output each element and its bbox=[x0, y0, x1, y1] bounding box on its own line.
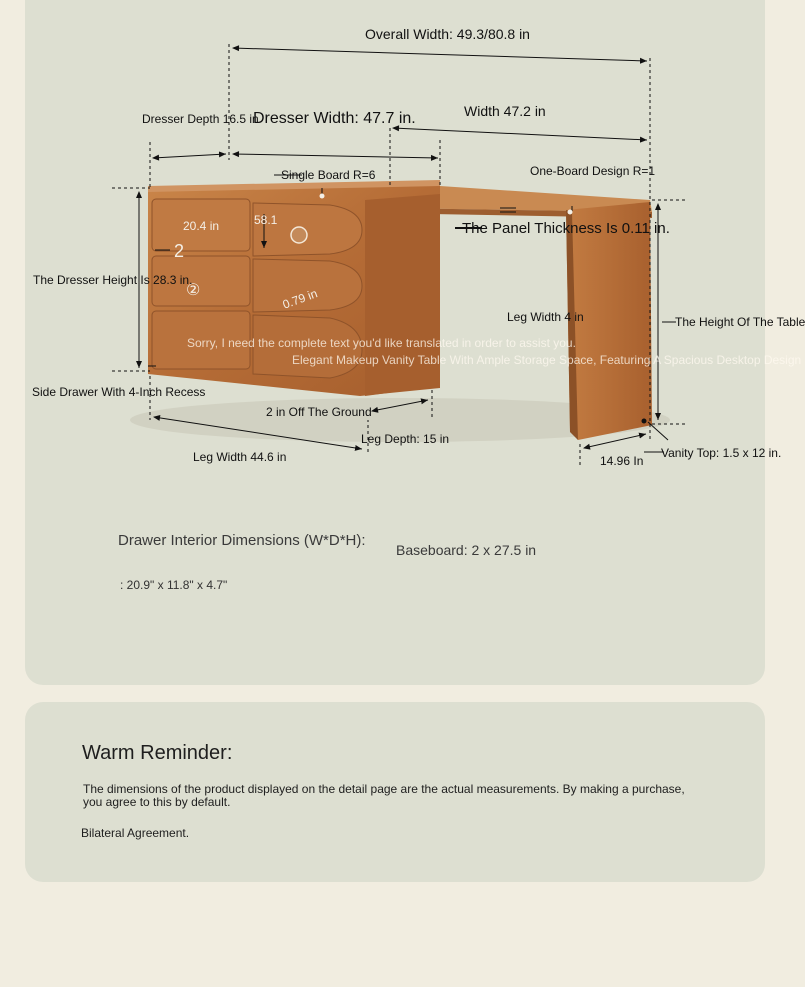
dresser-height-label: The Dresser Height Is 28.3 in. bbox=[33, 273, 193, 287]
single-board-marker bbox=[320, 194, 325, 199]
overlay-text-1: Sorry, I need the complete text you'd like translated in order to assist you. bbox=[187, 336, 576, 350]
leg-width-4-label: Leg Width 4 in bbox=[507, 310, 584, 324]
drawer-height-label: 58.1 bbox=[254, 213, 278, 227]
overlay-text-2: Elegant Makeup Vanity Table With Ample Storage Space, Featuring A Spacious Desktop Design bbox=[292, 353, 802, 367]
drawer-circle-label: ② bbox=[186, 282, 201, 299]
drawer-number-label: 2 bbox=[174, 241, 185, 261]
one-board-marker bbox=[568, 210, 573, 215]
leg-depth-label: Leg Depth: 15 in bbox=[361, 432, 450, 446]
dresser-width-label: Dresser Width: 47.7 in. bbox=[253, 110, 416, 127]
leg-width-44-label: Leg Width 44.6 in bbox=[193, 450, 287, 464]
overall-width-label: Overall Width: 49.3/80.8 in bbox=[365, 26, 530, 42]
one-board-label: One-Board Design R=1 bbox=[530, 164, 656, 178]
drawer-dims-value: : 20.9" x 11.8" x 4.7" bbox=[120, 578, 228, 592]
drawer-dims-title: Drawer Interior Dimensions (W*D*H): bbox=[118, 532, 366, 549]
table-height-label: The Height Of The Table bbox=[675, 315, 805, 329]
baseboard-label: Baseboard: 2 x 27.5 in bbox=[396, 542, 537, 558]
reminder-footer: Bilateral Agreement. bbox=[81, 826, 190, 840]
single-board-label: Single Board R=6 bbox=[281, 168, 376, 182]
leg-1496-label: 14.96 In bbox=[600, 454, 644, 468]
dresser-depth-label: Dresser Depth 16.5 in bbox=[142, 112, 259, 126]
side-drawer-label: Side Drawer With 4-Inch Recess bbox=[32, 385, 206, 399]
drawer-width-label: 20.4 in bbox=[183, 219, 220, 233]
reminder-text: The dimensions of the product displayed on the detail page are the actual measurements. By making a purchase, you agree to this by default. bbox=[83, 782, 685, 809]
reminder-title: Warm Reminder: bbox=[82, 742, 233, 764]
width-label: Width 47.2 in bbox=[464, 103, 546, 119]
leg-foot-marker bbox=[642, 419, 647, 424]
panel-thickness-label: The Panel Thickness Is 0.11 in. bbox=[462, 220, 670, 237]
drawer-depth-label: 0.79 in bbox=[280, 286, 320, 312]
vanity-top-label: Vanity Top: 1.5 x 12 in. bbox=[661, 446, 782, 460]
off-ground-label: 2 in Off The Ground bbox=[266, 405, 372, 419]
